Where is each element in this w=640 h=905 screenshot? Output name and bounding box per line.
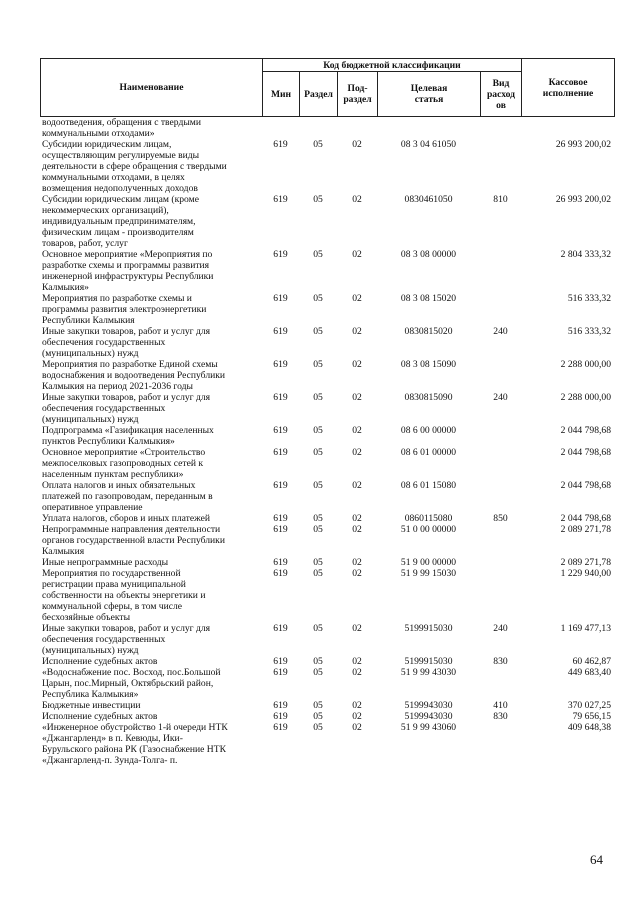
row-vid: [480, 293, 521, 326]
table-row: [40, 392, 614, 425]
row-name-line: (муниципальных) нужд: [42, 645, 139, 656]
row-vid: [480, 722, 521, 766]
row-min: 619: [273, 667, 288, 678]
row-name-line: межпоселковых газопроводных сетей к: [42, 458, 204, 469]
row-name-line: разработке схемы и программы развития: [42, 260, 210, 271]
row-name-line: регистрации права муниципальной: [42, 579, 186, 590]
row-amount: 2 089 271,78: [560, 524, 611, 535]
row-min: 619: [273, 359, 288, 370]
row-razdel: 05: [313, 700, 323, 711]
table-row: [40, 447, 614, 480]
row-min: 619: [273, 623, 288, 634]
row-name: [40, 480, 262, 513]
budget-table: [40, 58, 614, 766]
row-name: [40, 326, 262, 359]
row-vid: 410: [493, 700, 508, 711]
row-name: [40, 139, 262, 194]
row-podrazdel: 02: [352, 700, 362, 711]
row-name-line: Исполнение судебных актов: [42, 711, 158, 722]
row-name: [40, 447, 262, 480]
table-row: [40, 359, 614, 392]
row-razdel: 05: [313, 194, 323, 205]
row-min: [262, 117, 299, 139]
row-vid: 810: [493, 194, 508, 205]
row-amount: 2 288 000,00: [560, 359, 611, 370]
row-name-line: пунктов Республики Калмыкия»: [42, 436, 175, 447]
row-vid: [480, 667, 521, 700]
row-name-line: населенным пунктам республики»: [42, 469, 184, 480]
table-row: [40, 117, 614, 139]
row-podrazdel: 02: [352, 513, 362, 524]
row-amount: 1 169 477,13: [560, 623, 611, 634]
row-razdel: [299, 117, 337, 139]
header-amount: Кассовое исполнение: [522, 59, 615, 117]
row-cs: 08 6 01 00000: [400, 447, 457, 458]
row-podrazdel: 02: [352, 425, 362, 436]
row-vid: 240: [493, 623, 508, 634]
row-podrazdel: 02: [352, 480, 362, 491]
row-min: 619: [273, 194, 288, 205]
row-name-line: обеспечения государственных: [42, 337, 166, 348]
row-name-line: Мероприятия по государственной: [42, 568, 181, 579]
row-name-line: возмещения недополученных доходов: [42, 183, 198, 194]
row-min: 619: [273, 326, 288, 337]
page-number: 64: [590, 852, 603, 867]
row-cs: 51 9 99 43060: [400, 722, 457, 733]
row-name: [40, 568, 262, 623]
header-group: Код бюджетной классификации: [263, 59, 522, 72]
row-min: 619: [273, 656, 288, 667]
row-name: [40, 711, 262, 722]
table-row: [40, 139, 614, 194]
row-name-line: Подпрограмма «Газификация населенных: [42, 425, 214, 436]
row-amount: 516 333,32: [567, 293, 611, 304]
row-min: 619: [273, 524, 288, 535]
row-razdel: 05: [313, 293, 323, 304]
row-name-line: физическим лицам - производителям: [42, 227, 194, 238]
row-name-line: водоотведения, обращения с твердыми: [42, 117, 201, 128]
row-amount: [521, 117, 614, 139]
row-min: 619: [273, 513, 288, 524]
row-name-line: «Джангарленд» в п. Кевюды, Ики-: [42, 733, 183, 744]
row-amount: 2 044 798,68: [560, 447, 611, 458]
row-name: [40, 359, 262, 392]
row-name-line: Субсидии юридическим лицам (кроме: [42, 194, 199, 205]
row-amount: 2 804 333,32: [560, 249, 611, 260]
row-name-line: индивидуальным предпринимателям,: [42, 216, 196, 227]
row-name: [40, 524, 262, 557]
table-row: [40, 524, 614, 557]
table-row: [40, 480, 614, 513]
row-cs: 5199915030: [404, 656, 453, 667]
row-min: 619: [273, 722, 288, 733]
row-name-line: Республики Калмыкия: [42, 315, 135, 326]
row-razdel: 05: [313, 249, 323, 260]
table-row: [40, 194, 614, 249]
row-min: 619: [273, 557, 288, 568]
row-name: [40, 557, 262, 568]
row-name-line: Республика Калмыкия»: [42, 689, 139, 700]
table-row: [40, 711, 614, 722]
row-amount: 2 044 798,68: [560, 513, 611, 524]
row-razdel: 05: [313, 513, 323, 524]
row-name: [40, 249, 262, 293]
row-name: [40, 425, 262, 447]
row-name-line: (муниципальных) нужд: [42, 348, 139, 359]
row-name: [40, 667, 262, 700]
row-name: [40, 623, 262, 656]
header-name: Наименование: [41, 59, 263, 117]
row-vid: 830: [493, 656, 508, 667]
row-name-line: Иные непрограммные расходы: [42, 557, 169, 568]
row-amount: 1 229 940,00: [560, 568, 611, 579]
row-cs: 5199915030: [404, 623, 453, 634]
row-razdel: 05: [313, 711, 323, 722]
row-cs: 08 6 01 15080: [400, 480, 457, 491]
row-cs: [377, 117, 480, 139]
row-cs: 08 3 04 61050: [400, 139, 457, 150]
header-razdel: Раздел: [300, 72, 338, 117]
row-cs: 08 3 08 00000: [400, 249, 457, 260]
row-name-line: собственности на объекты энергетики и: [42, 590, 206, 601]
row-amount: 2 044 798,68: [560, 480, 611, 491]
row-name-line: бесхозяйные объекты: [42, 612, 131, 623]
row-podrazdel: 02: [352, 623, 362, 634]
row-podrazdel: 02: [352, 524, 362, 535]
row-podrazdel: 02: [352, 722, 362, 733]
table-row: [40, 293, 614, 326]
row-name-line: некоммерческих организаций),: [42, 205, 169, 216]
row-cs: 08 3 08 15090: [400, 359, 457, 370]
table-header: [40, 58, 615, 117]
table-row: [40, 568, 614, 623]
table-row: [40, 513, 614, 524]
row-name: [40, 700, 262, 711]
row-podrazdel: 02: [352, 359, 362, 370]
row-vid: [480, 249, 521, 293]
row-name-line: Непрограммные направления деятельности: [42, 524, 221, 535]
row-cs: 51 9 99 43030: [400, 667, 457, 678]
row-vid: [480, 359, 521, 392]
row-name-line: Оплата налогов и иных обязательных: [42, 480, 196, 491]
row-amount: 79 656,15: [572, 711, 611, 722]
row-name-line: Мероприятия по разработке схемы и: [42, 293, 192, 304]
row-podrazdel: 02: [352, 656, 362, 667]
row-razdel: 05: [313, 139, 323, 150]
row-cs: 5199943030: [404, 700, 453, 711]
row-cs: 51 0 00 00000: [400, 524, 457, 535]
row-name-line: Иные закупки товаров, работ и услуг для: [42, 326, 211, 337]
row-razdel: 05: [313, 447, 323, 458]
row-podrazdel: 02: [352, 293, 362, 304]
row-name-line: коммунальными отходами»: [42, 128, 155, 139]
table-row: [40, 656, 614, 667]
row-name-line: Калмыкия на период 2021-2036 годы: [42, 381, 193, 392]
row-name-line: Бурульского района РК (Газоснабжение НТК: [42, 744, 226, 755]
table-row: [40, 326, 614, 359]
table-row: [40, 623, 614, 656]
row-name-line: Уплата налогов, сборов и иных платежей: [42, 513, 211, 524]
row-vid: [480, 447, 521, 480]
row-name-line: Калмыкия»: [42, 282, 89, 293]
row-podrazdel: 02: [352, 194, 362, 205]
row-name-line: осуществляющим регулируемые виды: [42, 150, 200, 161]
row-podrazdel: [337, 117, 377, 139]
row-vid: [480, 425, 521, 447]
header-vid: Вид расход ов: [481, 72, 522, 117]
row-name-line: Субсидии юридическим лицам,: [42, 139, 172, 150]
row-name-line: органов государственной власти Республики: [42, 535, 225, 546]
row-name-line: Иные закупки товаров, работ и услуг для: [42, 392, 211, 403]
row-name-line: Царын, пос.Мирный, Октябрьский район,: [42, 678, 214, 689]
row-name-line: Иные закупки товаров, работ и услуг для: [42, 623, 211, 634]
row-razdel: 05: [313, 557, 323, 568]
row-vid: [480, 568, 521, 623]
row-name-line: Калмыкия: [42, 546, 85, 557]
row-amount: 60 462,87: [572, 656, 611, 667]
header-min: Мин: [263, 72, 300, 117]
row-name: [40, 392, 262, 425]
row-podrazdel: 02: [352, 667, 362, 678]
table-row: [40, 667, 614, 700]
row-name-line: (муниципальных) нужд: [42, 414, 139, 425]
row-name-line: «Инженерное обустройство 1-й очереди НТК: [42, 722, 228, 733]
row-min: 619: [273, 711, 288, 722]
row-amount: 26 993 200,02: [555, 139, 611, 150]
row-name-line: обеспечения государственных: [42, 634, 166, 645]
row-podrazdel: 02: [352, 568, 362, 579]
row-amount: 370 027,25: [567, 700, 611, 711]
row-amount: 26 993 200,02: [555, 194, 611, 205]
row-cs: 0860115080: [404, 513, 453, 524]
row-min: 619: [273, 249, 288, 260]
row-name-line: «Джангарленд-п. Зунда-Толга- п.: [42, 755, 178, 766]
row-name-line: Мероприятия по разработке Единой схемы: [42, 359, 218, 370]
row-cs: 0830815020: [404, 326, 453, 337]
row-min: 619: [273, 293, 288, 304]
row-razdel: 05: [313, 425, 323, 436]
row-vid: 830: [493, 711, 508, 722]
row-name-line: коммунальной сферы, в том числе: [42, 601, 183, 612]
row-razdel: 05: [313, 568, 323, 579]
row-amount: 2 089 271,78: [560, 557, 611, 568]
row-name: [40, 513, 262, 524]
row-name: [40, 656, 262, 667]
row-vid: 240: [493, 392, 508, 403]
row-name-line: инженерной инфраструктуры Республики: [42, 271, 214, 282]
row-vid: [480, 557, 521, 568]
row-min: 619: [273, 447, 288, 458]
row-name: [40, 117, 262, 139]
row-podrazdel: 02: [352, 392, 362, 403]
row-podrazdel: 02: [352, 557, 362, 568]
row-name-line: программы развития электроэнергетики: [42, 304, 207, 315]
row-min: 619: [273, 568, 288, 579]
row-name-line: Основное мероприятие «Мероприятия по: [42, 249, 213, 260]
row-name-line: водоснабжения и водоотведения Республики: [42, 370, 226, 381]
row-podrazdel: 02: [352, 249, 362, 260]
row-vid: [480, 139, 521, 194]
row-cs: 5199943030: [404, 711, 453, 722]
row-name: [40, 293, 262, 326]
table-row: [40, 700, 614, 711]
row-cs: 0830815090: [404, 392, 453, 403]
row-vid: 850: [493, 513, 508, 524]
row-cs: 51 9 00 00000: [400, 557, 457, 568]
row-razdel: 05: [313, 667, 323, 678]
table-row: [40, 249, 614, 293]
row-amount: 2 044 798,68: [560, 425, 611, 436]
row-min: 619: [273, 480, 288, 491]
table-row: [40, 557, 614, 568]
row-name-line: коммунальными отходами, в целях: [42, 172, 185, 183]
row-name-line: Основное мероприятие «Строительство: [42, 447, 206, 458]
table-row: [40, 425, 614, 447]
row-podrazdel: 02: [352, 711, 362, 722]
row-name: [40, 194, 262, 249]
table-body: [40, 117, 614, 766]
row-podrazdel: 02: [352, 447, 362, 458]
row-razdel: 05: [313, 326, 323, 337]
row-min: 619: [273, 139, 288, 150]
table-row: [40, 722, 614, 766]
row-name-line: обеспечения государственных: [42, 403, 166, 414]
row-name-line: Бюджетные инвестиции: [42, 700, 141, 711]
row-min: 619: [273, 425, 288, 436]
row-cs: 51 9 99 15030: [400, 568, 457, 579]
row-cs: 08 3 08 15020: [400, 293, 457, 304]
row-amount: 449 683,40: [567, 667, 611, 678]
row-name: [40, 722, 262, 766]
row-vid: [480, 524, 521, 557]
row-name-line: платежей по газопроводам, переданным в: [42, 491, 213, 502]
row-name-line: Исполнение судебных актов: [42, 656, 158, 667]
header-cs: Целевая статья: [378, 72, 481, 117]
row-min: 619: [273, 700, 288, 711]
row-min: 619: [273, 392, 288, 403]
header-podrazdel: Под- раздел: [338, 72, 378, 117]
row-amount: 409 648,38: [567, 722, 611, 733]
row-razdel: 05: [313, 480, 323, 491]
row-amount: 516 333,32: [567, 326, 611, 337]
row-razdel: 05: [313, 623, 323, 634]
row-podrazdel: 02: [352, 326, 362, 337]
row-razdel: 05: [313, 722, 323, 733]
row-cs: 08 6 00 00000: [400, 425, 457, 436]
row-name-line: оперативное управление: [42, 502, 143, 513]
row-vid: 240: [493, 326, 508, 337]
row-vid: [480, 480, 521, 513]
row-podrazdel: 02: [352, 139, 362, 150]
row-razdel: 05: [313, 359, 323, 370]
row-name-line: деятельности в сфере обращения с твердыми: [42, 161, 227, 172]
row-razdel: 05: [313, 524, 323, 535]
row-cs: 0830461050: [404, 194, 453, 205]
row-name-line: «Водоснабжение пос. Восход, пос.Большой: [42, 667, 221, 678]
row-amount: 2 288 000,00: [560, 392, 611, 403]
row-name-line: товаров, работ, услуг: [42, 238, 128, 249]
row-vid: [480, 117, 521, 139]
row-razdel: 05: [313, 656, 323, 667]
row-razdel: 05: [313, 392, 323, 403]
